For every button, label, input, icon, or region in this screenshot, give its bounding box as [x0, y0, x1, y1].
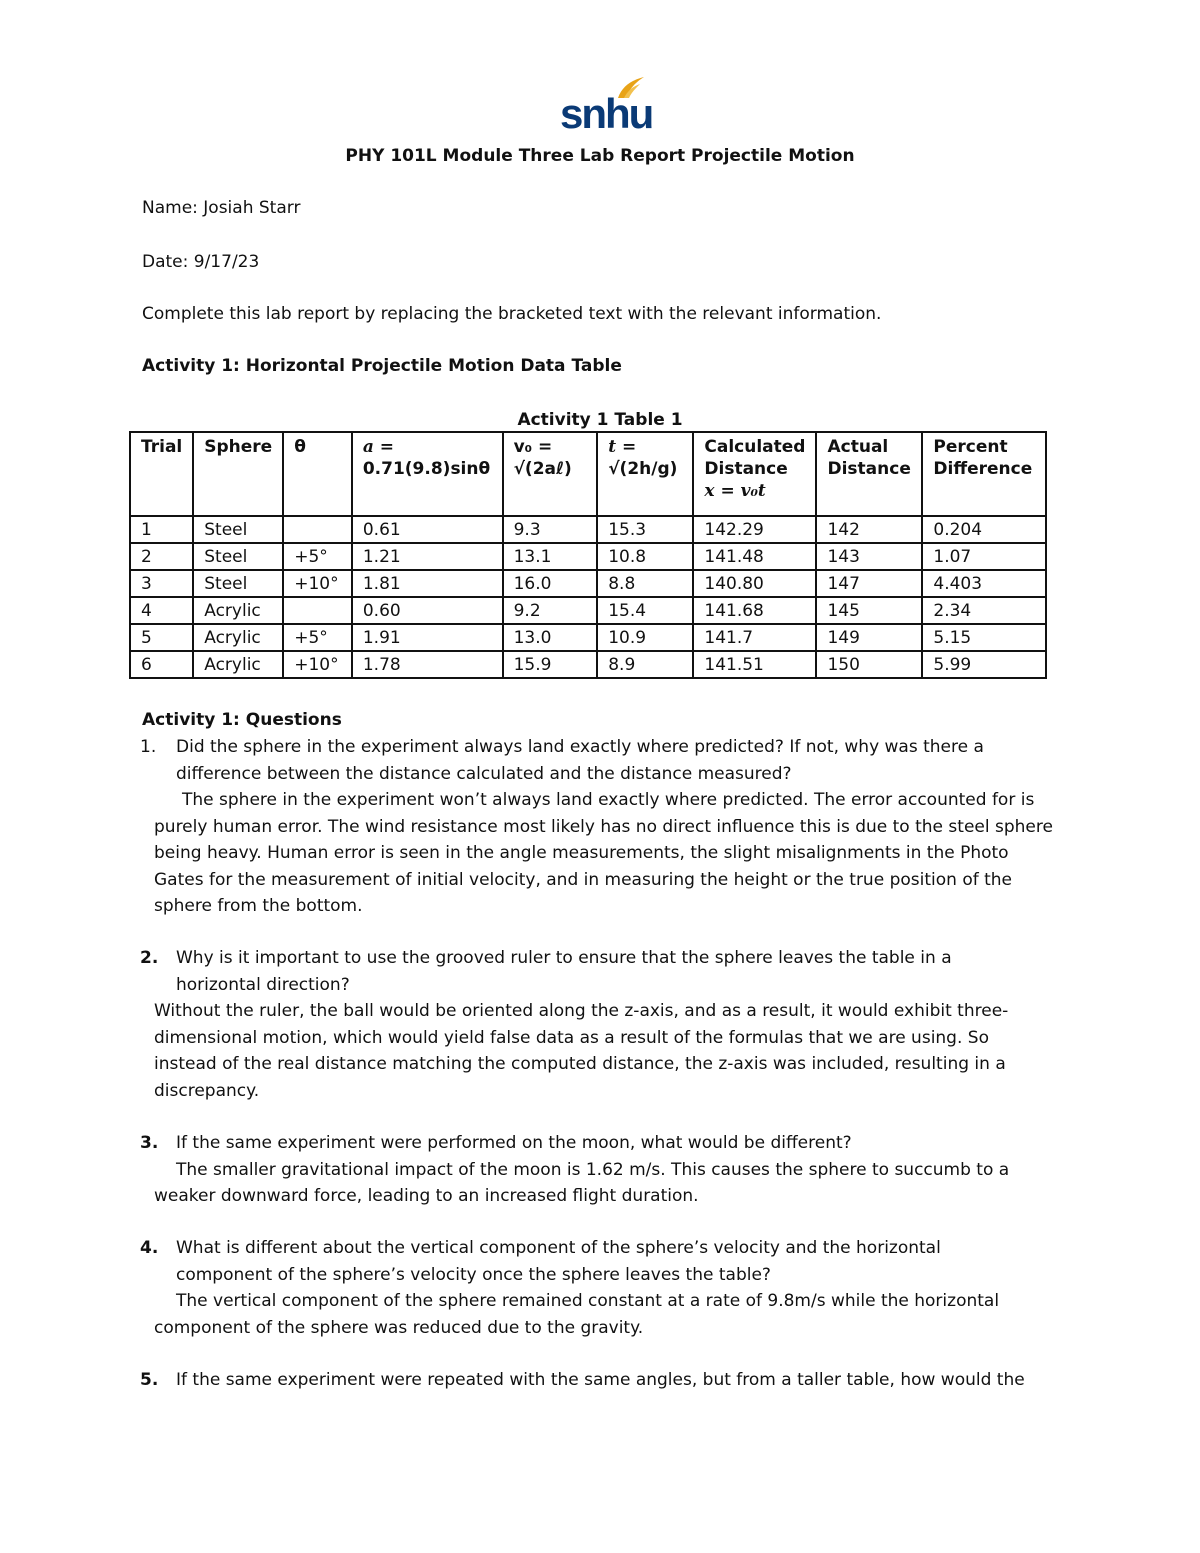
- question-text-line2: component of the sphere’s velocity once the sphere leaves the table?: [176, 1264, 771, 1285]
- instructions: Complete this lab report by replacing the bracketed text with the relevant information.: [142, 304, 882, 324]
- cell-t: 10.8: [597, 543, 693, 570]
- question-number: 5.: [140, 1370, 159, 1390]
- header-actual-distance: [816, 432, 922, 516]
- cell-actual: 145: [816, 597, 922, 624]
- question-1: [140, 734, 1060, 920]
- cell-pct: 5.99: [922, 651, 1046, 678]
- cell-calc: 141.48: [693, 543, 816, 570]
- header-v-line2: √(2aℓ): [513, 459, 572, 479]
- question-4: [140, 1235, 1060, 1341]
- date-line: Date: 9/17/23: [142, 252, 260, 272]
- snhu-logo: [560, 74, 653, 138]
- header-velocity: [503, 432, 598, 516]
- table-row: [130, 516, 1046, 543]
- cell-trial: 3: [130, 570, 193, 597]
- cell-theta: +10°: [283, 651, 352, 678]
- cell-actual: 142: [816, 516, 922, 543]
- cell-sphere: Acrylic: [193, 651, 283, 678]
- logo-text: snhu: [560, 90, 653, 137]
- table-row: [130, 570, 1046, 597]
- header-percent-difference: [922, 432, 1046, 516]
- cell-actual: 147: [816, 570, 922, 597]
- header-t-line2: √(2h/g): [608, 459, 678, 479]
- header-a-line2: 0.71(9.8)sinθ: [362, 459, 491, 479]
- cell-v: 13.1: [503, 543, 598, 570]
- cell-sphere: Steel: [193, 570, 283, 597]
- cell-a: 1.21: [352, 543, 503, 570]
- table-row: [130, 624, 1046, 651]
- question-2: [140, 945, 1060, 1104]
- cell-trial: 5: [130, 624, 193, 651]
- answer-text: The smaller gravitational impact of the moon is 1.62 m/s. This causes the sphere to succumb to a weaker downward force, leading to an increased flight duration.: [154, 1159, 1010, 1206]
- cell-pct: 0.204: [922, 516, 1046, 543]
- header-calc-line1: Calculated: [704, 437, 806, 457]
- answer-text: Without the ruler, the ball would be oriented along the z-axis, and as a result, it would exhibit three-dimensional motion, which would yield false data as a result of the formulas that we are using. So instead of the real distance matching the computed distance, the z-axis was included, resulting in a discrepancy.: [154, 1001, 1009, 1101]
- question-text-line1: What is different about the vertical component of the sphere’s velocity and the horizontal: [176, 1238, 941, 1258]
- cell-a: 0.60: [352, 597, 503, 624]
- question-number: 3.: [140, 1133, 159, 1153]
- question-number: 1.: [140, 737, 157, 757]
- cell-actual: 149: [816, 624, 922, 651]
- cell-calc: 141.7: [693, 624, 816, 651]
- cell-actual: 143: [816, 543, 922, 570]
- cell-theta: +5°: [283, 543, 352, 570]
- question-text-line2: horizontal direction?: [176, 974, 350, 995]
- cell-v: 9.2: [503, 597, 598, 624]
- header-percent-line2: Difference: [933, 459, 1033, 479]
- header-actual-line1: Actual: [827, 437, 889, 457]
- header-v-line1: v₀ =: [513, 437, 553, 457]
- cell-calc: 141.68: [693, 597, 816, 624]
- cell-v: 13.0: [503, 624, 598, 651]
- header-calc-line3: x = v₀t: [704, 481, 766, 501]
- cell-t: 8.8: [597, 570, 693, 597]
- cell-trial: 1: [130, 516, 193, 543]
- cell-a: 1.81: [352, 570, 503, 597]
- table-row: [130, 597, 1046, 624]
- cell-t: 10.9: [597, 624, 693, 651]
- cell-actual: 150: [816, 651, 922, 678]
- cell-pct: 5.15: [922, 624, 1046, 651]
- answer-text: The sphere in the experiment won’t always land exactly where predicted. The error accounted for is purely human error. The wind resistance most likely has no direct influence this is due to the steel sphere being heavy. Human error is seen in the angle measurements, the slight misalignments in the Photo Gates for the measurement of initial velocity, and in measuring the height or the true position of the sphere from the bottom.: [154, 790, 1053, 916]
- cell-t: 15.4: [597, 597, 693, 624]
- cell-t: 15.3: [597, 516, 693, 543]
- cell-pct: 1.07: [922, 543, 1046, 570]
- question-text-line2: difference between the distance calculated and the distance measured?: [176, 763, 792, 784]
- cell-pct: 2.34: [922, 597, 1046, 624]
- name-line: Name: Josiah Starr: [142, 198, 301, 218]
- header-calc-line2: Distance: [704, 459, 788, 479]
- cell-theta: [283, 516, 352, 543]
- cell-trial: 6: [130, 651, 193, 678]
- cell-trial: 2: [130, 543, 193, 570]
- header-a-line1: a =: [362, 437, 395, 457]
- header-t-line1: t =: [608, 437, 637, 457]
- cell-v: 9.3: [503, 516, 598, 543]
- cell-sphere: Steel: [193, 516, 283, 543]
- header-theta: θ: [283, 432, 352, 516]
- table-header-row: [130, 432, 1046, 516]
- cell-v: 15.9: [503, 651, 598, 678]
- header-calculated-distance: [693, 432, 816, 516]
- cell-a: 1.91: [352, 624, 503, 651]
- table-caption: Activity 1 Table 1: [517, 410, 683, 430]
- question-text-line1: Why is it important to use the grooved ruler to ensure that the sphere leaves the table in a: [176, 948, 952, 968]
- question-number: 2.: [140, 948, 159, 968]
- header-trial: Trial: [130, 432, 193, 516]
- table-row: [130, 543, 1046, 570]
- question-5: [140, 1367, 1060, 1394]
- cell-a: 0.61: [352, 516, 503, 543]
- header-actual-line2: Distance: [827, 459, 911, 479]
- header-sphere: Sphere: [193, 432, 283, 516]
- cell-v: 16.0: [503, 570, 598, 597]
- cell-theta: +10°: [283, 570, 352, 597]
- question-text-line1: Did the sphere in the experiment always land exactly where predicted? If not, why was there a: [176, 737, 984, 757]
- question-text-line1: If the same experiment were repeated with the same angles, but from a taller table, how would the: [176, 1370, 1025, 1390]
- question-text-line1: If the same experiment were performed on the moon, what would be different?: [176, 1133, 852, 1153]
- answer-text: The vertical component of the sphere remained constant at a rate of 9.8m/s while the horizontal component of the sphere was reduced due to the gravity.: [154, 1291, 1000, 1338]
- header-time: [597, 432, 693, 516]
- table-row: [130, 651, 1046, 678]
- header-acceleration: [352, 432, 503, 516]
- activity-heading: Activity 1: Horizontal Projectile Motion Data Table: [142, 356, 622, 376]
- data-table: [129, 431, 1047, 679]
- page-title: PHY 101L Module Three Lab Report Projectile Motion: [345, 146, 855, 166]
- questions-heading: Activity 1: Questions: [142, 710, 342, 730]
- cell-sphere: Acrylic: [193, 624, 283, 651]
- cell-theta: +5°: [283, 624, 352, 651]
- cell-sphere: Acrylic: [193, 597, 283, 624]
- cell-calc: 141.51: [693, 651, 816, 678]
- question-number: 4.: [140, 1238, 159, 1258]
- cell-calc: 142.29: [693, 516, 816, 543]
- cell-sphere: Steel: [193, 543, 283, 570]
- cell-pct: 4.403: [922, 570, 1046, 597]
- cell-a: 1.78: [352, 651, 503, 678]
- question-3: [140, 1130, 1060, 1210]
- cell-theta: [283, 597, 352, 624]
- cell-trial: 4: [130, 597, 193, 624]
- cell-t: 8.9: [597, 651, 693, 678]
- header-percent-line1: Percent: [933, 437, 1008, 457]
- cell-calc: 140.80: [693, 570, 816, 597]
